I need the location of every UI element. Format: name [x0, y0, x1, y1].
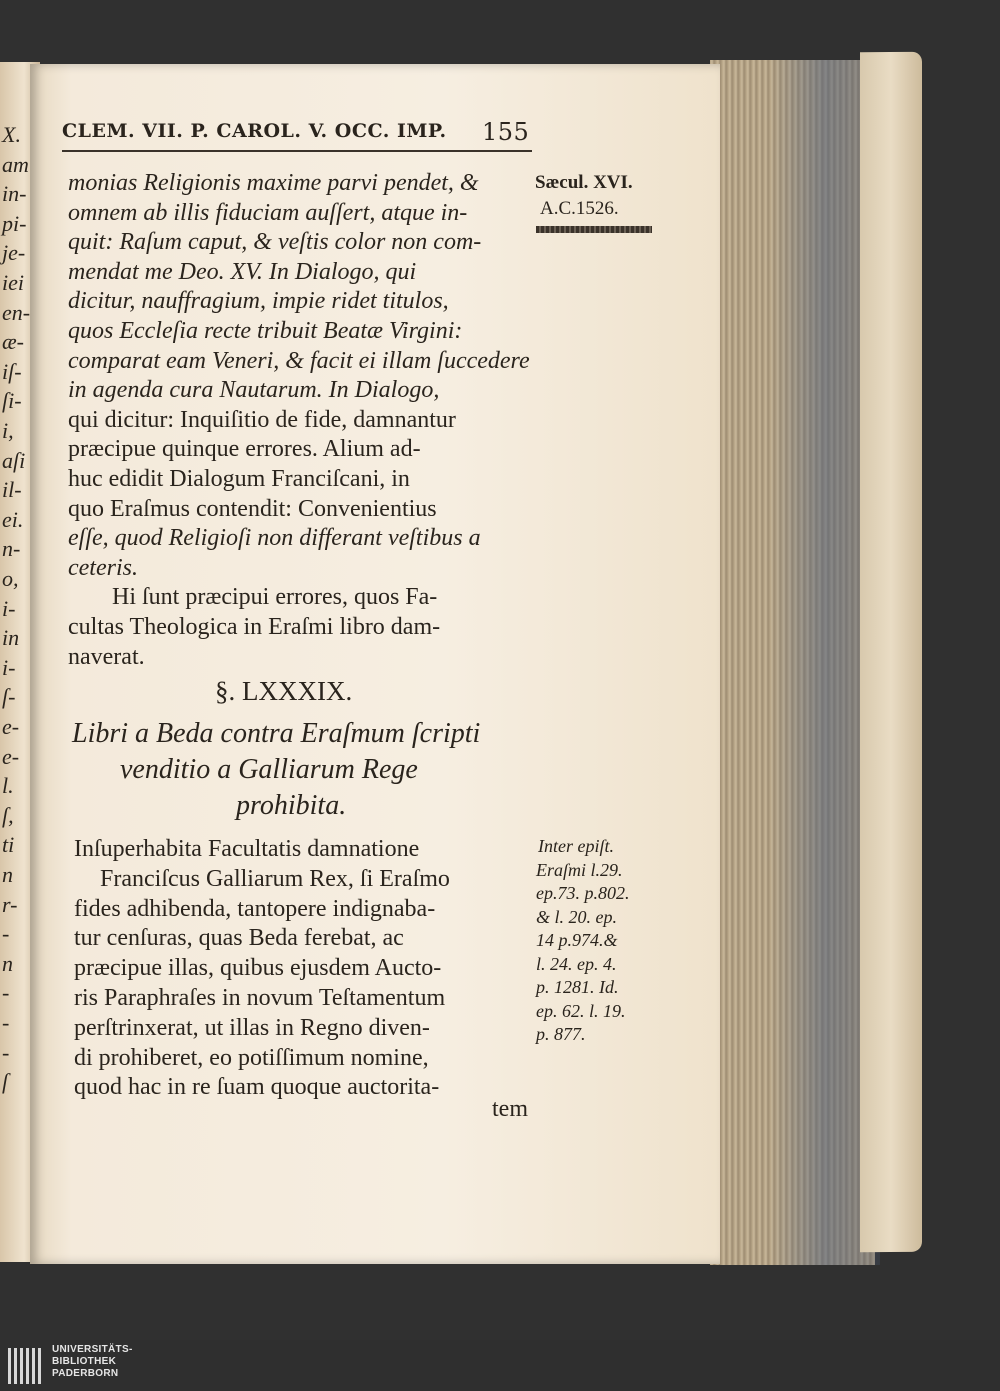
left-page-fragment: je- [2, 240, 26, 266]
left-page-fragment: - [2, 1039, 10, 1065]
library-name-line3: PADERBORN [52, 1368, 119, 1379]
left-page-fragment: i- [2, 654, 16, 680]
left-page-fragment: aſi [2, 447, 26, 473]
body-line: dicitur, nauffragium, impie ridet titulos, [68, 288, 449, 315]
left-page-fragment: in [2, 625, 20, 651]
left-page-fragment: ti [2, 832, 15, 858]
left-page-fragment: ſ [2, 1069, 9, 1095]
left-page-fragment: ſ- [2, 684, 16, 710]
left-page-fragment: i, [2, 418, 14, 443]
margin-note-line: & l. 20. ep. [536, 906, 617, 927]
left-page-fragment: X. [2, 122, 21, 147]
left-page-fragment: iei [2, 270, 24, 295]
body-line: perſtrinxerat, ut illas in Regno diven- [74, 1014, 430, 1041]
page-number: 155 [482, 118, 530, 146]
margin-year: A.C.1526. [540, 198, 619, 219]
library-logo-icon [8, 1346, 48, 1386]
body-line: præcipue quinque errores. Alium ad- [68, 436, 421, 463]
section-title-line: prohibita. [236, 790, 347, 821]
body-line: ceteris. [68, 554, 138, 581]
body-line: ris Paraphraſes in novum Teſtamentum [74, 985, 446, 1011]
body-line: cultas Theologica in Eraſmi libro dam- [68, 614, 441, 640]
margin-note-line: p. 877. [536, 1024, 586, 1044]
body-line: monias Religionis maxime parvi pendet, & [68, 170, 479, 196]
body-line: in agenda cura Nautarum. In Dialogo, [68, 377, 440, 404]
body-line: tur cenſuras, quas Beda ferebat, ac [74, 925, 404, 952]
left-page-fragment: iſ- [2, 358, 22, 384]
left-page-fragment: e- [2, 743, 20, 769]
left-page-fragment: n- [2, 536, 21, 562]
left-page-fragment: il- [2, 477, 22, 503]
body-line: quod hac in re ſuam quoque auctorita- [74, 1074, 440, 1101]
section-title-line: Libri a Beda contra Eraſmum ſcripti [72, 718, 481, 749]
left-page-fragment: pi- [2, 210, 27, 236]
body-line: Franciſcus Galliarum Rex, ſi Eraſmo [100, 865, 450, 892]
body-line: eſſe, quod Religioſi non differant veſtibus a [68, 525, 481, 552]
left-page-fragment: n [2, 950, 13, 976]
section-title-line: venditio a Galliarum Rege [120, 754, 418, 785]
left-page-fragment: - [2, 980, 10, 1006]
body-line: quo Eraſmus contendit: Convenientius [68, 495, 437, 522]
margin-note-line: Eraſmi l.29. [536, 859, 623, 880]
left-page-fragment: - [2, 921, 10, 947]
catchword: tem [492, 1096, 528, 1122]
margin-century: Sæcul. XVI. [535, 172, 633, 193]
left-page-fragment: o, [2, 566, 19, 591]
running-title: CLEM. VII. P. CAROL. V. OCC. IMP. [62, 120, 447, 142]
body-line: naverat. [68, 643, 145, 670]
body-line: præcipue illas, quibus ejusdem Aucto- [74, 955, 442, 982]
left-page-fragment: i- [2, 595, 16, 621]
margin-note-line: 14 p.974.& [536, 930, 618, 950]
section-number: §. LXXXIX. [215, 676, 353, 706]
header-rule [62, 150, 532, 152]
body-line: quos Eccleſia recte tribuit Beatæ Virgini: [68, 318, 463, 344]
margin-note-line: l. 24. ep. 4. [536, 953, 617, 974]
body-line: comparat eam Veneri, & facit ei illam ſuccedere [68, 347, 530, 374]
library-name-line2: BIBLIOTHEK [52, 1356, 117, 1367]
left-page-fragment: æ- [2, 329, 24, 355]
body-line: di prohiberet, eo potiſſimum nomine, [74, 1044, 429, 1071]
body-line: fides adhibenda, tantopere indignaba- [74, 895, 436, 922]
library-footer [0, 1340, 1000, 1391]
body-line: huc edidit Dialogum Franciſcani, in [68, 466, 410, 492]
margin-rule [536, 226, 652, 233]
left-page-fragment: e- [2, 714, 20, 739]
left-page-fragment: in- [2, 181, 27, 207]
left-page-fragment: ſ, [2, 802, 14, 828]
margin-note-line: Inter epiſt. [538, 836, 614, 856]
left-page-fragment: ei. [2, 506, 24, 532]
body-line: quit: Raſum caput, & veſtis color non com- [68, 229, 482, 256]
body-line: qui dicitur: Inquiſitio de fide, damnantur [68, 406, 456, 433]
body-line: mendat me Deo. XV. In Dialogo, qui [68, 258, 417, 285]
left-page-fragment: l. [2, 773, 14, 799]
body-line: Hi ſunt præcipui errores, quos Fa- [112, 584, 438, 611]
library-name-line1: UNIVERSITÄTS- [52, 1344, 133, 1355]
left-page-fragment: r- [2, 891, 18, 917]
body-line: Inſuperhabita Facultatis damnatione [74, 836, 420, 862]
margin-note-line: p. 1281. Id. [536, 977, 619, 997]
left-page-fragment: - [2, 1010, 10, 1035]
left-page-fragment: n [2, 862, 13, 887]
body-line: omnem ab illis fiduciam auſſert, atque in- [68, 199, 468, 226]
book-cover-edge [860, 52, 922, 1253]
margin-note-line: ep. 62. l. 19. [536, 1000, 626, 1021]
left-page-fragment: ſi- [2, 388, 22, 414]
margin-note-line: ep.73. p.802. [536, 883, 630, 903]
left-page-fragment: en- [2, 299, 31, 325]
left-page-fragment: am [2, 151, 29, 177]
